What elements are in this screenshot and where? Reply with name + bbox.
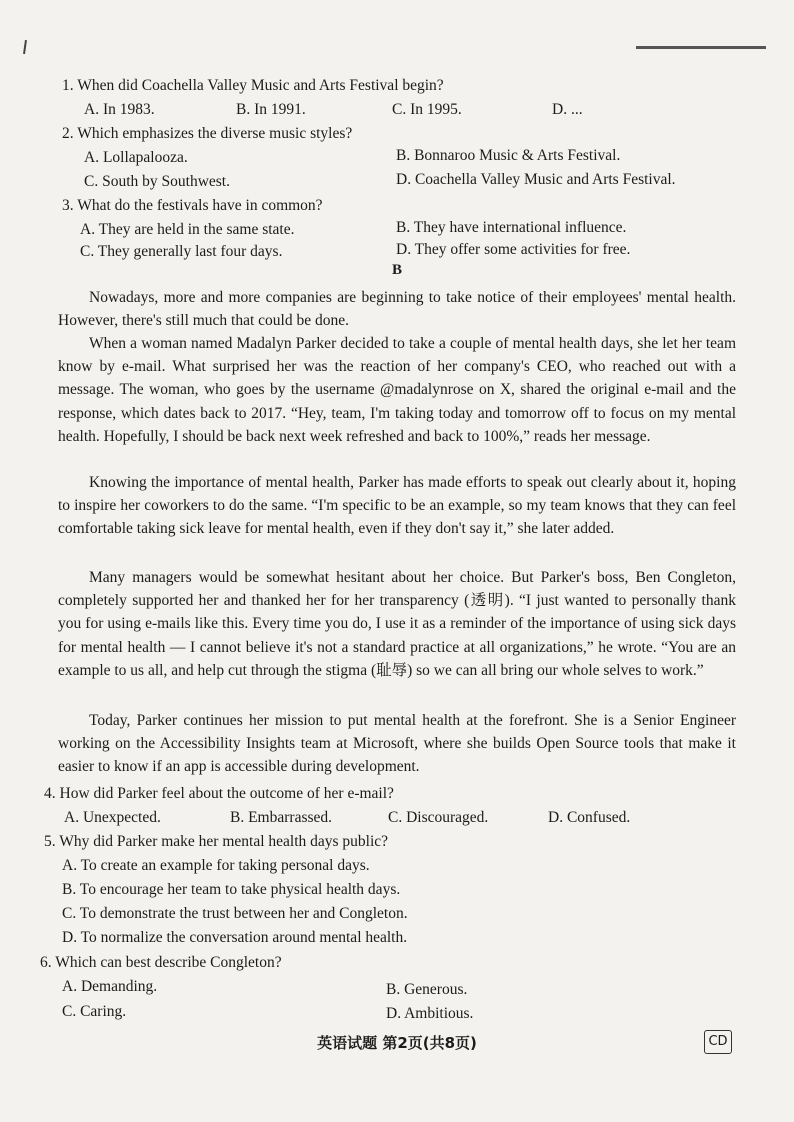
q5-option-c: C. To demonstrate the trust between her and Congleton. xyxy=(62,905,408,922)
q2-option-a: A. Lollapalooza. xyxy=(84,149,188,166)
passage-paragraph: Knowing the importance of mental health, Parker has made efforts to speak out clearly about it, hoping to inspire her coworkers to do the same. “I'm specific to be an example, so my team knows that they can feel comfortable taking sick leave for mental health, even if they don't say it,” she later added. xyxy=(58,474,736,538)
paper-code-badge: CD xyxy=(704,1030,732,1054)
passage-paragraph: Today, Parker continues her mission to put mental health at the forefront. She is a Senior Engineer working on the Accessibility Insights team at Microsoft, where she builds Open Source tools that make it easier to know if an app is accessible during development. xyxy=(58,712,736,776)
q3-option-a: A. They are held in the same state. xyxy=(80,221,295,238)
q6-option-b: B. Generous. xyxy=(386,981,468,998)
q6-option-c: C. Caring. xyxy=(62,1003,127,1020)
q1-option-d: D. ... xyxy=(552,101,583,118)
question-1-stem: 1. When did Coachella Valley Music and Arts Festival begin? xyxy=(62,77,444,94)
q1-option-a: A. In 1983. xyxy=(84,101,155,118)
header-rule xyxy=(636,46,766,49)
question-2-stem: 2. Which emphasizes the diverse music styles? xyxy=(62,125,353,142)
question-5-stem: 5. Why did Parker make her mental health days public? xyxy=(44,833,389,850)
q4-option-c: C. Discouraged. xyxy=(388,809,489,826)
margin-mark xyxy=(23,40,27,54)
q2-option-d: D. Coachella Valley Music and Arts Festival. xyxy=(396,171,676,188)
q4-option-a: A. Unexpected. xyxy=(64,809,161,826)
q5-option-d: D. To normalize the conversation around mental health. xyxy=(62,929,408,946)
question-3-stem: 3. What do the festivals have in common? xyxy=(62,197,323,214)
q2-option-b: B. Bonnaroo Music & Arts Festival. xyxy=(396,147,621,164)
passage-paragraph: Nowadays, more and more companies are beginning to take notice of their employees' mental health. However, there's still much that could be done. xyxy=(58,289,736,330)
q3-option-d: D. They offer some activities for free. xyxy=(396,241,631,258)
passage-paragraph: Many managers would be somewhat hesitant about her choice. But Parker's boss, Ben Congleton, completely supported her and thanked her for her transparency (透明). “I just wanted to personally thank you for using e-mails like this. Every time you do, I use it as a reminder of the importance of using sick days for mental health — I cannot believe it's not a standard practice at all organizations,” he wrote. “You are an example to us all, and help cut through the stigma (耻辱) so we can all bring our whole selves to work.” xyxy=(58,569,736,679)
q3-option-b: B. They have international influence. xyxy=(396,219,627,236)
page-footer: 英语试题 第2页(共8页) xyxy=(317,1034,477,1052)
question-4-stem: 4. How did Parker feel about the outcome of her e-mail? xyxy=(44,785,394,802)
q2-option-c: C. South by Southwest. xyxy=(84,173,230,190)
q4-option-d: D. Confused. xyxy=(548,809,631,826)
q3-option-c: C. They generally last four days. xyxy=(80,243,283,260)
q1-option-c: C. In 1995. xyxy=(392,101,462,118)
q6-option-d: D. Ambitious. xyxy=(386,1005,474,1022)
q5-option-a: A. To create an example for taking personal days. xyxy=(62,857,370,874)
q6-option-a: A. Demanding. xyxy=(62,978,158,995)
q1-option-b: B. In 1991. xyxy=(236,101,306,118)
q5-option-b: B. To encourage her team to take physical health days. xyxy=(62,881,401,898)
section-heading: B xyxy=(391,262,402,278)
q4-option-b: B. Embarrassed. xyxy=(230,809,333,826)
passage-paragraph: When a woman named Madalyn Parker decided to take a couple of mental health days, she let her team know by e-mail. What surprised her was the reaction of her company's CEO, who reached out with a message. The woman, who goes by the username @madalynrose on X, shared the original e-mail and the response, which dates back to 2017. “Hey, team, I'm taking today and tomorrow off to focus on my mental health. Hopefully, I should be back next week refreshed and back to 100%,” reads her message. xyxy=(58,335,736,445)
question-6-stem: 6. Which can best describe Congleton? xyxy=(40,954,282,971)
